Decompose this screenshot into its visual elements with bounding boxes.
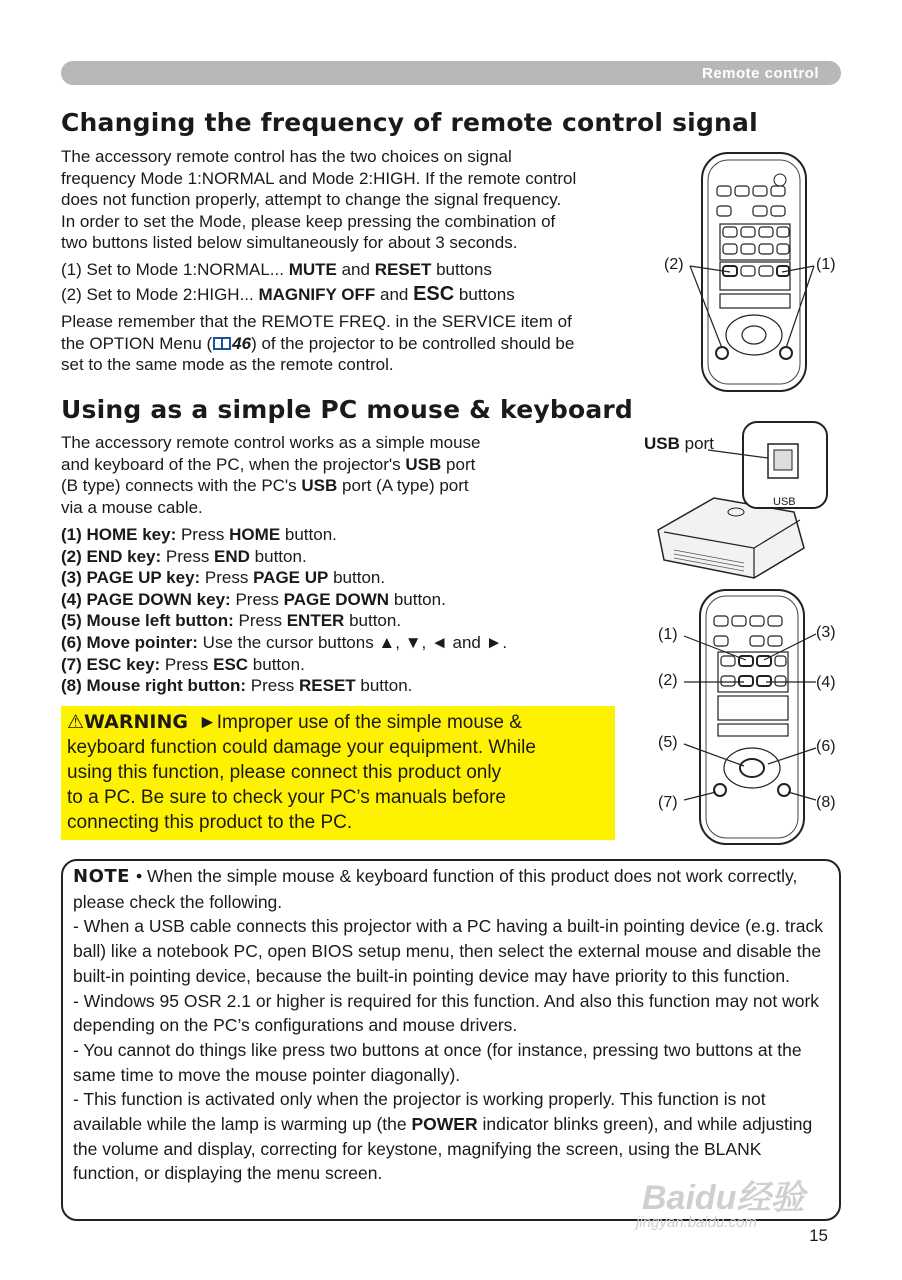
section2-intro <box>61 432 621 518</box>
key-item-mouse-left: (5) Mouse left button: Press ENTER button. <box>61 611 402 631</box>
warning-line-2: keyboard function could damage your equipment. While <box>67 737 536 758</box>
remember-line-2: the OPTION Menu ( 46) of the projector to be controlled should be <box>61 333 575 353</box>
figure2-label-5: (5) <box>658 734 678 751</box>
watermark-url: jingyan.baidu.com <box>636 1214 757 1231</box>
section2-line-1: The accessory remote control works as a simple mouse <box>61 433 481 452</box>
usb-port-figure <box>644 420 844 585</box>
warning-line-3: using this function, please connect this product only <box>67 762 502 783</box>
section1-line-2: frequency Mode 1:NORMAL and Mode 2:HIGH. If the remote control <box>61 168 577 188</box>
figure2-label-8: (8) <box>816 794 836 811</box>
warning-line-1: ⚠WARNING ►Improper use of the simple mouse & <box>67 711 522 733</box>
section2-title: Using as a simple PC mouse & keyboard <box>61 395 634 424</box>
note-paragraph-2: - When a USB cable connects this projector with a PC having a built-in pointing device (e.g. track ball) like a notebook PC, open BIOS setup menu, then select the external mouse and disable the built-in pointing device, because the built-in pointing device may have priority to this function. <box>73 916 823 986</box>
section1-line-1: The accessory remote control has the two choices on signal <box>61 147 512 166</box>
section1-line-5: two buttons listed below simultaneously for about 3 seconds. <box>61 233 518 252</box>
remote-control-illustration <box>664 148 840 396</box>
note-box <box>61 859 841 1221</box>
warning-box <box>61 706 615 840</box>
warning-line-4: to a PC. Be sure to check your PC’s manuals before <box>67 787 506 808</box>
key-item-mouse-right: (8) Mouse right button: Press RESET button. <box>61 676 413 696</box>
warning-label: ⚠WARNING <box>67 711 188 733</box>
key-item-end: (2) END key: Press END button. <box>61 546 307 566</box>
figure1-label-left: (2) <box>664 256 684 273</box>
watermark-logo: Baidu经验 <box>642 1179 805 1217</box>
remote-control-figure-frequency <box>664 148 840 396</box>
section2-line-4: via a mouse cable. <box>61 497 203 517</box>
key-item-move-pointer: (6) Move pointer: Use the cursor buttons ▲, ▼, ◄ and ►. <box>61 632 508 652</box>
section1-intro <box>61 146 661 254</box>
figure2-label-4: (4) <box>816 674 836 691</box>
remember-paragraph <box>61 311 661 376</box>
section2-line-3: (B type) connects with the PC's USB port (A type) port <box>61 476 469 495</box>
section-header-bar <box>61 61 841 85</box>
note-paragraph-5: - This function is activated only when the projector is working properly. This function is not available while the lamp is warming up (the POWER indicator blinks green), and while adjusting the volume and display, correcting for keystone, magnifying the screen, using the BLANK function, or displaying the menu screen. <box>73 1089 813 1184</box>
section2-line-2: and keyboard of the PC, when the projector's USB port <box>61 454 476 474</box>
figure1-label-right: (1) <box>816 256 836 273</box>
remote-control-figure-mouse <box>656 588 844 850</box>
note-paragraph-3: - Windows 95 OSR 2.1 or higher is required for this function. And also this function may not work depending on the PC’s configurations and mouse drivers. <box>73 990 820 1036</box>
mode1-line: (1) Set to Mode 1:NORMAL... MUTE and RESET buttons <box>61 260 492 279</box>
remember-line-1: Please remember that the REMOTE FREQ. in the SERVICE item of <box>61 312 572 331</box>
page-reference[interactable]: 46 <box>232 333 252 353</box>
page-number: 15 <box>809 1226 828 1245</box>
book-reference-icon <box>212 336 232 351</box>
key-function-list <box>61 524 507 697</box>
remember-line-3: set to the same mode as the remote control. <box>61 355 394 374</box>
usb-port-label: USB port <box>644 434 714 453</box>
usb-tag-label: USB <box>773 496 796 508</box>
key-item-page-down: (4) PAGE DOWN key: Press PAGE DOWN button. <box>61 589 446 609</box>
note-paragraph-1: NOTE • When the simple mouse & keyboard function of this product does not work correctly, please check the following. <box>73 866 798 912</box>
section1-title: Changing the frequency of remote control signal <box>61 108 758 137</box>
key-item-page-up: (3) PAGE UP key: Press PAGE UP button. <box>61 568 386 588</box>
figure2-label-2: (2) <box>658 672 678 689</box>
figure2-label-6: (6) <box>816 738 836 755</box>
section-header-label: Remote control <box>701 65 819 82</box>
figure2-label-1: (1) <box>658 626 678 643</box>
mode2-line: (2) Set to Mode 2:HIGH... MAGNIFY OFF and ESC buttons <box>61 283 515 305</box>
figure2-label-3: (3) <box>816 624 836 641</box>
note-paragraph-4: - You cannot do things like press two buttons at once (for instance, pressing two buttons at the same time to move the mouse pointer diagonally). <box>73 1039 802 1085</box>
warning-line-5: connecting this product to the PC. <box>67 812 353 833</box>
note-label: NOTE <box>73 866 130 887</box>
figure2-label-7: (7) <box>658 794 678 811</box>
projector-illustration <box>644 420 844 585</box>
section1-line-4: In order to set the Mode, please keep pressing the combination of <box>61 211 556 231</box>
key-item-esc: (7) ESC key: Press ESC button. <box>61 654 305 674</box>
mode-list <box>61 258 661 307</box>
section1-line-3: does not function properly, attempt to change the signal frequency. <box>61 190 562 209</box>
key-item-home: (1) HOME key: Press HOME button. <box>61 525 337 544</box>
